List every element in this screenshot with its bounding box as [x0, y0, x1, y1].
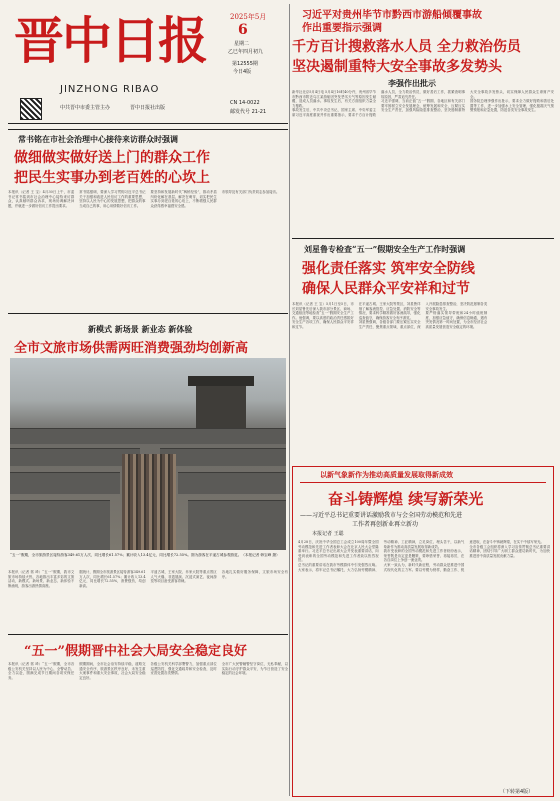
photo-roof — [10, 448, 140, 466]
lunar-date: 乙巳年四月初九 — [228, 49, 264, 55]
pages-count: 今日4版 — [233, 69, 252, 75]
postal-code: 邮发代号 21-21 — [230, 109, 267, 115]
right-bottom-headline: 奋斗铸辉煌 续写新荣光 — [328, 490, 484, 508]
right-bottom-subtitle-1: ——习近平总书记重要讲话激励我市与会全国劳动模范和先进 — [300, 512, 463, 519]
masthead — [0, 0, 290, 124]
issue-number: 第12555期 — [232, 61, 258, 67]
left-divider — [8, 313, 288, 314]
photo-caption-text: “五一”假期，全市旅游景区接待游客349.61万人次，同比增长61.57%；累计收入13.4亿元，同比增长72.55%。图为游客在平遥古城参观游览。 — [10, 553, 242, 557]
photo-roof — [178, 472, 286, 494]
photo-tower — [196, 382, 246, 430]
right-mid-article — [292, 242, 554, 460]
photo-roof — [10, 428, 286, 444]
left-mid-kicker: 新模式 新场景 新业态 新体验 — [88, 324, 193, 334]
right-bottom-subtitle-2: 工作者再创新业再立新功 — [352, 521, 419, 528]
photo-caption — [10, 553, 286, 567]
ancient-city-photo — [10, 358, 286, 550]
right-mid-rule — [292, 238, 554, 239]
masthead-rule — [8, 123, 288, 124]
left-top-kicker: 常书铭在市社会治理中心接待来访群众时强调 — [18, 134, 178, 144]
photo-caption-author: （本报记者 韩宝峰 摄） — [241, 553, 280, 557]
photo-roof — [10, 500, 110, 550]
right-bottom-banner-rule — [300, 482, 546, 483]
left-bottom-headline: “五一”假期晋中社会大局安全稳定良好 — [24, 644, 247, 659]
right-bottom-frame-left — [292, 466, 293, 796]
left-top-headline-2: 把民生实事办到老百姓的心坎上 — [14, 170, 210, 186]
left-top-rule — [8, 129, 288, 130]
left-mid-headline: 全市文旅市场供需两旺消费强劲均创新高 — [14, 341, 249, 356]
masthead-pinyin: JINZHONG RIBAO — [60, 84, 160, 95]
right-top-headline-1: 千方百计搜救落水人员 全力救治伤员 — [292, 39, 521, 55]
masthead-logo: 晋中日报 — [14, 11, 206, 70]
left-mid-body: 本报讯（记者 郭 琦）“五一”假期，我市文旅市场持续火热，各地推出丰富多彩的文旅活动，新模式、新场景、新业态、新体验不断涌现，游客出游热情高涨。 据统计，假期全市旅游景区接待游客349.61万人次，同比增长61.57%；累计收入13.4亿元，同比增长72.55%，消费强劲，均创新高。 平遥古城、王家大院、乔家大院等重点景区人气火爆，非遗展演、沉浸式演艺、夜间游览等项目备受游客青睐。 各地扎实做好服务保障，文旅市场安全有序。 — [8, 570, 288, 588]
qr-code — [20, 98, 42, 120]
weekday: 星期二 — [234, 41, 250, 47]
right-bottom-frame-top — [292, 466, 554, 467]
column-divider — [289, 4, 290, 796]
serial-number: CN 14-0022 — [230, 100, 260, 106]
continued-note: （下转第4版） — [500, 789, 534, 795]
left-top-headline-1: 做细做实做好送上门的群众工作 — [14, 150, 210, 166]
right-mid-kicker: 刘星鲁专检查“五一”假期安全生产工作时强调 — [304, 244, 466, 254]
right-bottom-byline: 本报记者 王聪 — [312, 531, 344, 537]
right-top-body: 新华社北京5月4日电 5月4日16时40分许，贵州省毕节市黔西市附近乌江某游船因突发恶劣天气等原因发生倾覆，造成人员落水。事故发生后，有关方面组织力量全力搜救。 事故发生后，中共中央总书记、国家主席、中央军委主席习近平高度重视并作出重要指示，要求千方百计搜救落水人员，全力救治伤员，做好善后工作，抓紧查明事故原因，严肃追究责任。 习近平强调，当前正值“五一”假期，各地区和有关部门要牢固树立安全发展理念，统筹发展和安全，压紧压实安全生产责任，加强风险隐患排查整治，坚决遏制重特大安全事故多发势头，切实保障人民群众生命财产安全。 国务院总理李强作出批示，要求全力做好搜救和善后处置等工作，进一步加强水上安全管理，强化极端天气预警预报和应急处置，防范各类安全事故发生。 — [292, 90, 554, 117]
photo-street-crowd — [122, 454, 176, 550]
right-top-kicker-2: 作出重要指示强调 — [302, 23, 382, 34]
left-bottom-rule — [8, 634, 288, 635]
right-bottom-banner: 以新气象新作为推动高质量发展取得新成效 — [320, 470, 453, 479]
right-bottom-body: 4月28日，庆祝中华全国总工会成立100周年暨全国劳动模范和先进工作者表彰大会在北京人民大会堂隆重举行。习近平总书记出席大会并发表重要讲话，向受到表彰的全国劳动模范和先进工作者致以热烈祝贺。 总书记的重要讲话在我市劳模群体中引发强烈反响。大家表示，将牢记总书记嘱托，大力弘扬劳模精神、劳动精神、工匠精神，立足岗位、埋头苦干，以新气象新作为推动高质量发展取得新成效。 我市受表彰的全国劳动模范和先进工作者纷纷表示，荣誉既是肯定更是鞭策，要珍惜荣誉、再接再厉，在各自岗位上争创一流业绩。 大家一致认为，新时代新征程，劳动群众是推进中国式现代化的主力军。要以劳模为榜样，勤奋工作、锐意进取，在奋斗中铸就辉煌，在实干中续写荣光。 全市各级工会组织将深入学习宣传贯彻总书记重要讲话精神，团结引导广大职工群众建功新时代，为加快推进晋中高质量发展贡献力量。 — [298, 540, 550, 572]
publisher: 中共晋中市委主管主办 — [60, 105, 111, 111]
photo-roof — [188, 500, 286, 550]
photo-roof — [10, 472, 120, 494]
right-mid-headline-2: 确保人民群众平安祥和过节 — [302, 281, 470, 297]
right-top-subtitle: 李强作出批示 — [388, 78, 436, 88]
right-bottom-frame-bottom — [292, 796, 554, 797]
photo-roof — [160, 448, 286, 466]
date-day: 6 — [238, 22, 248, 38]
sponsor: 晋中日报社出版 — [130, 105, 166, 111]
right-bottom-frame-right — [553, 466, 554, 796]
left-top-body: 本报讯（记者 王 宝）4月30日上午，市委书记常书铭到市社会治理中心接待来访群众，认真倾听群众诉求，现场协调解决问题，并就进一步做好信访工作提出要求。 常书铭强调，要深入学习贯彻习近平总书记关于加强和改进人民信访工作的重要思想，坚持以人民为中心的发展思想，把群众的事当成自己的事，用心用情做好信访工作。 要坚持和发展新时代“枫桥经验”，推动矛盾纠纷化解在基层、解决在萌芽，切实把民生实事办到老百姓的心坎上，不断增强人民群众获得感幸福感安全感。 市领导及有关部门负责同志参加接访。 — [8, 190, 280, 208]
date-year-month: 2025年5月 — [230, 13, 267, 21]
left-bottom-body: 本报讯（记者 郭 琦）“五一”假期，全市各级公安机关坚持以人民为中心，全警动员、全力以赴，圆满完成节日期间各项安保任务。 假期期间，全市社会治安持续平稳，道路交通安全有序，旅游景区秩序良好，未发生重大案事件和重大安全事故，社会大局安全稳定良好。 各级公安机关科学部署警力，加强重点部位巡逻防控，强化交通疏导和安全检查，及时妥善处置各类警情。 全市广大民警辅警坚守岗位、无私奉献，以实际行动守护群众平安，为节日营造了安全稳定的社会环境。 — [8, 662, 288, 680]
photo-tower-roof — [188, 376, 254, 386]
right-top-headline-2: 坚决遏制重特大安全事故多发势头 — [292, 59, 502, 75]
right-top-kicker: 习近平对贵州毕节市黔西市游船倾覆事故 — [302, 10, 482, 21]
right-top-article — [292, 4, 554, 236]
right-mid-headline-1: 强化责任落实 筑牢安全防线 — [302, 261, 475, 277]
right-mid-body: 本报讯（记者 王 宝）5月1日至5日，市长刘星鲁先后深入我市部分景区、商场、交通枢纽等地检查“五一”假期安全生产工作。他强调，要以高度的政治责任感抓好安全生产各项工作，确保人民群众平安祥和过节。 在平遥古城、王家大院等景区，刘星鲁详细了解客流管控、应急处置、消防安全等情况，要求科学精准做好客流疏导，强化巡查值守，确保游客安全有序游览。 刘星鲁强调，各级各部门要压紧压实安全生产责任，聚焦重点领域、重点部位，深入开展隐患排查整治，坚决防范遏制各类安全事故发生。 要严格落实领导带班和24小时值班制度，加强应急值守，确保信息畅通，遇有突发情况第一时间处置，为全市经济社会高质量发展营造安全稳定的环境。 — [292, 302, 488, 329]
